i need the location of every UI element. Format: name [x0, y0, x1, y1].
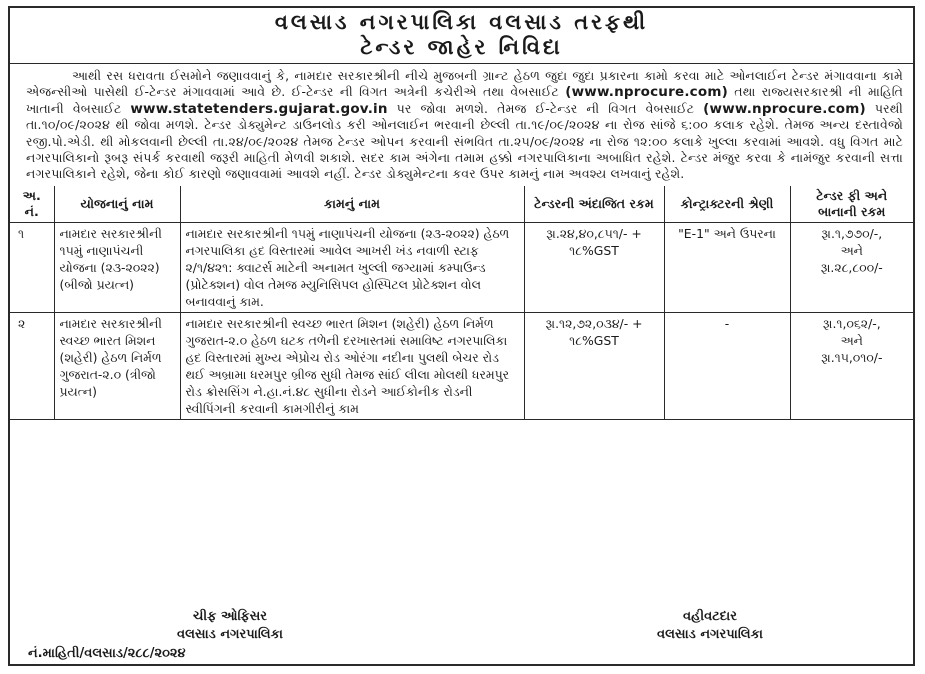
header-work: કામનું નામ: [180, 186, 524, 223]
header-sr: અ. નં.: [10, 186, 54, 223]
row-work: નામદાર સરકારશ્રીની સ્વચ્છ ભારત મિશન (શહેરી) હેઠળ નિર્મળ ગુજરાત-૨.૦ હેઠળ ઘટક તળેની દરખાસ્તમાં સમાવિષ્ટ નગરપાલિકા હદ વિસ્તારમાં મુખ્ય એપ્રોચ રોડ ઓરંગા નદીના પુલથી બેચર રોડ થઈ અબ્રામા ધરમપુર બ્રીજ સુધી તેમજ સાંઈ લીલા મોલથી ધરમપુર રોડ ક્રોસસિંગ ને.હા.નં.૪૮ સુધીના રોડને આઈકોનીક રોડની સ્વીપિંગની કરવાની કામગીરીનું કામ: [180, 312, 524, 419]
signatory-org: વલસાડ નગરપાલિકા: [657, 627, 763, 642]
intro-text-2: તથા રાજ્યસરકારશ્રી ની માહિતિ ખાતાની વેબસાઈટ: [26, 84, 904, 116]
fee-amount: રૂા.૧,૦૬૨/-,: [822, 315, 881, 331]
header-amount: ટેન્ડરની અંદાજિત રકમ: [524, 186, 664, 223]
signatory-title: ચીફ ઓફિસર: [193, 609, 267, 624]
row-class: "E-1" અને ઉપરના: [664, 222, 790, 312]
notice-header: [10, 8, 913, 64]
fee-and: અને: [840, 242, 863, 258]
reference-number: નં.માહિતી/વલસાડ/૨૮૮/૨૦૨૪: [28, 646, 186, 661]
table-header-row: [10, 186, 913, 223]
fee-amount: રૂા.૧,૭૭૦/-,: [821, 225, 883, 241]
fee-and: અને: [840, 332, 863, 348]
header-scheme: યોજનાનું નામ: [54, 186, 180, 223]
table-row: [10, 222, 913, 312]
intro-text-3: પર જોવા મળશે. તેમજ ઈ-ટેન્ડર ની વિગત વેબસાઈટ: [387, 100, 704, 116]
signatory-org: વલસાડ નગરપાલિકા: [177, 627, 283, 642]
signature-chief-officer: [120, 608, 340, 644]
table-row: [10, 312, 913, 419]
row-sr: ૧: [10, 222, 54, 312]
notice-subtitle: ટેન્ડર જાહેર નિવિદા: [360, 35, 563, 59]
website-link-nprocure[interactable]: (www.nprocure.com): [565, 84, 728, 101]
website-link-nprocure-2[interactable]: (www.nprocure.com): [703, 100, 866, 117]
deposit-amount: રૂા.૧૫,૦૧૦/-: [821, 349, 883, 365]
signatory-title: વહીવટદાર: [683, 609, 737, 624]
intro-paragraph: [10, 64, 913, 186]
intro-text-4: પરથી તા.૧૦/૦૯/૨૦૨૪ થી જોવા મળશે. ટેન્ડર ડોક્યુમેન્ટ ડાઉનલોડ કરી ઓનલાઈન ભરવાની છેલ્લી તા.૧૯/૦૯/૨૦૨૪ ના રોજ સાંજે ૬:૦૦ કલાક રહેશે. તેમજ અન્ય દસ્તાવેજો રજી.પો.એડી. થી મોકલવાની છેલ્લી તા.૨૪/૦૯/૨૦૨૪ તેમજ ટેન્ડર ઓપન કરવાની સંભવિત તા.૨૫/૦૯/૨૦૨૪ ના રોજ ૧૨:૦૦ કલાકે ખુલ્લા કરવામાં આવશે. વધુ વિગત માટે નગરપાલિકાનો રૂબરૂ સંપર્ક કરવાથી જરૂરી માહિતી મેળવી શકાશે. સદર કામ અંગેના તમામ હક્કો નગરપાલિકાના અબાધિત રહેશે. ટેન્ડર મંજુર કરવા કે નામંજુર કરવાની સત્તા નગરપાલિકાને રહેશે, જેના કોઈ કારણો જણાવવામાં આવશે નહીં. ટેન્ડર ડોક્યુમેન્ટના કવર ઉપર કામનું નામ અવશ્ય લખવાનું રહેશે.: [26, 100, 903, 182]
signature-administrator: [600, 608, 820, 644]
intro-text-1: આથી રસ ધરાવતા ઈસમોને જણાવવાનું કે, નામદાર સરકારશ્રીની નીચે મુજબની ગ્રાન્ટ હેઠળ જુદા જુદા પ્રકારના કામો કરવા માટે ઓનલાઈન ટેન્ડર મંગાવવાના કામે એજન્સીઓ પાસેથી ઈ-ટેન્ડર મંગાવવામાં આવે છે. ઈ-ટેન્ડર ની વિગત અત્રેની કચેરીએ તથા વેબસાઈટ: [26, 68, 903, 100]
tender-notice: [8, 6, 915, 666]
row-scheme: નામદાર સરકારશ્રીની સ્વચ્છ ભારત મિશન (શહેરી) હેઠળ નિર્મળ ગુજરાત-૨.૦ (ત્રીજો પ્રયત્ન): [54, 312, 180, 419]
row-class: -: [664, 312, 790, 419]
row-scheme: નામદાર સરકારશ્રીની ૧૫મું નાણાપંચની યોજના (૨૩-૨૦૨૨) (બીજો પ્રયત્ન): [54, 222, 180, 312]
notice-title: વલસાડ નગરપાલિકા વલસાડ તરફથી: [274, 10, 649, 34]
row-work: નામદાર સરકારશ્રીની ૧૫મું નાણાપંચની યોજના (૨૩-૨૦૨૨) હેઠળ નગરપાલિકા હદ વિસ્તારમાં આવેલ આખરી ખંડ નવાળી સ્ટાફ ૨/૧/૪૨૧: ક્વાટર્સ માટેની અનામત ખુલ્લી જગ્યામાં કમ્પાઉન્ડ (પ્રોટેક્શન) વોલ તેમજ મ્યુનિસિપલ હોસ્પિટલ પ્રોટેક્શન વોલ બનાવવાનું કામ.: [180, 222, 524, 312]
header-fee: ટેન્ડર ફી અને બાનાની રકમ: [790, 186, 913, 223]
row-fee: [790, 312, 913, 419]
row-fee: [790, 222, 913, 312]
website-link-statetenders[interactable]: www.statetenders.gujarat.gov.in: [130, 100, 388, 117]
row-amount: રૂા.૧૨,૭૨,૦૩૪/- + ૧૮%GST: [524, 312, 664, 419]
tender-table: [10, 186, 913, 420]
header-class: કોન્ટ્રાક્ટરની શ્રેણી: [664, 186, 790, 223]
notice-footer: [10, 604, 913, 664]
deposit-amount: રૂા.૨૮,૮૦૦/-: [820, 259, 883, 275]
row-amount: રૂા.૨૪,૪૦,૮૫૧/- + ૧૮%GST: [524, 222, 664, 312]
row-sr: ૨: [10, 312, 54, 419]
